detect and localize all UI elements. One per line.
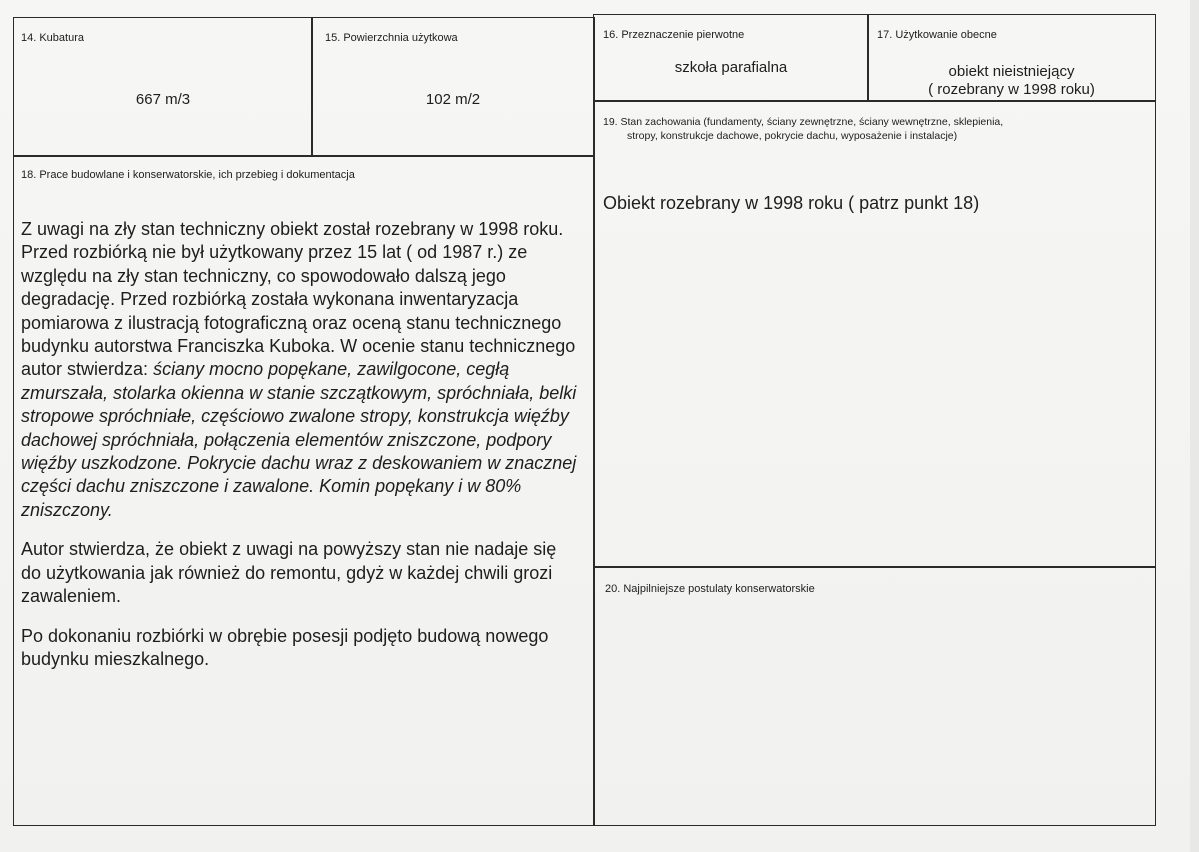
- field-18-paragraph-3: Po dokonaniu rozbiórki w obrębie posesji podjęto budową nowego budynku mieszkalnego.: [21, 625, 549, 669]
- field-15-label: 15. Powierzchnia użytkowa: [325, 32, 458, 44]
- field-18-paragraph-1: [21, 218, 581, 522]
- field-18-content: [21, 218, 581, 687]
- field-17-value-line2: ( rozebrany w 1998 roku): [928, 81, 1095, 98]
- field-19-label-line1: 19. Stan zachowania (fundamenty, ściany zewnętrzne, ściany wewnętrzne, sklepienia,: [603, 116, 1004, 128]
- field-14-label: 14. Kubatura: [21, 32, 84, 44]
- field-19-value: Obiekt rozebrany w 1998 roku ( patrz punkt 18): [603, 193, 980, 213]
- field-16-label: 16. Przeznaczenie pierwotne: [603, 29, 745, 41]
- field-18-paragraph-2: Autor stwierdza, że obiekt z uwagi na powyższy stan nie nadaje się do użytkowania jak również do remontu, gdyż w każdej chwili grozi zawaleniem.: [21, 539, 557, 607]
- field-20-label: 20. Najpilniejsze postulaty konserwatorskie: [605, 583, 815, 595]
- field-15-value: 102 m/2: [425, 91, 481, 108]
- field-17-value-line1: obiekt nieistniejący: [948, 63, 1075, 80]
- field-19-box: [593, 100, 1156, 568]
- field-16-value: szkoła parafialna: [674, 59, 788, 76]
- field-17-label: 17. Użytkowanie obecne: [877, 29, 997, 41]
- field-14-value: 667 m/3: [135, 91, 191, 108]
- field-20-box: [593, 566, 1156, 826]
- scan-edge: [1190, 0, 1199, 852]
- field-18-paragraph-1-italic: ściany mocno popękane, zawilgocone, cegłą zmurszała, stolarka okienna w stanie szczątkowym, spróchniała, belki stropowe spróchniałe, częściowo zwalone stropy, konstrukcja więźby dachowej spróchniała, połączenia elementów zniszczone, podpory więźby uszkodzone. Pokrycie dachu wraz z deskowaniem w znacznej części dachu zniszczone i zawalone. Komin popękany i w 80% zniszczony.: [21, 359, 577, 520]
- field-19-label-line2: stropy, konstrukcje dachowe, pokrycie dachu, wyposażenie i instalacje): [627, 130, 958, 142]
- field-18-paragraph-1-plain: Z uwagi na zły stan techniczny obiekt został rozebrany w 1998 roku. Przed rozbiórką nie był użytkowany przez 15 lat ( od 1987 r.) ze względu na zły stan techniczny, co spowodowało dalszą jego degradację. Przed rozbiórką została wykonana inwentaryzacja pomiarowa z ilustracją fotograficzną oraz oceną stanu technicznego budynku autorstwa Franciszka Kuboka. W ocenie stanu technicznego autor stwierdza:: [21, 219, 576, 380]
- field-18-label: 18. Prace budowlane i konserwatorskie, ich przebieg i dokumentacja: [21, 169, 355, 181]
